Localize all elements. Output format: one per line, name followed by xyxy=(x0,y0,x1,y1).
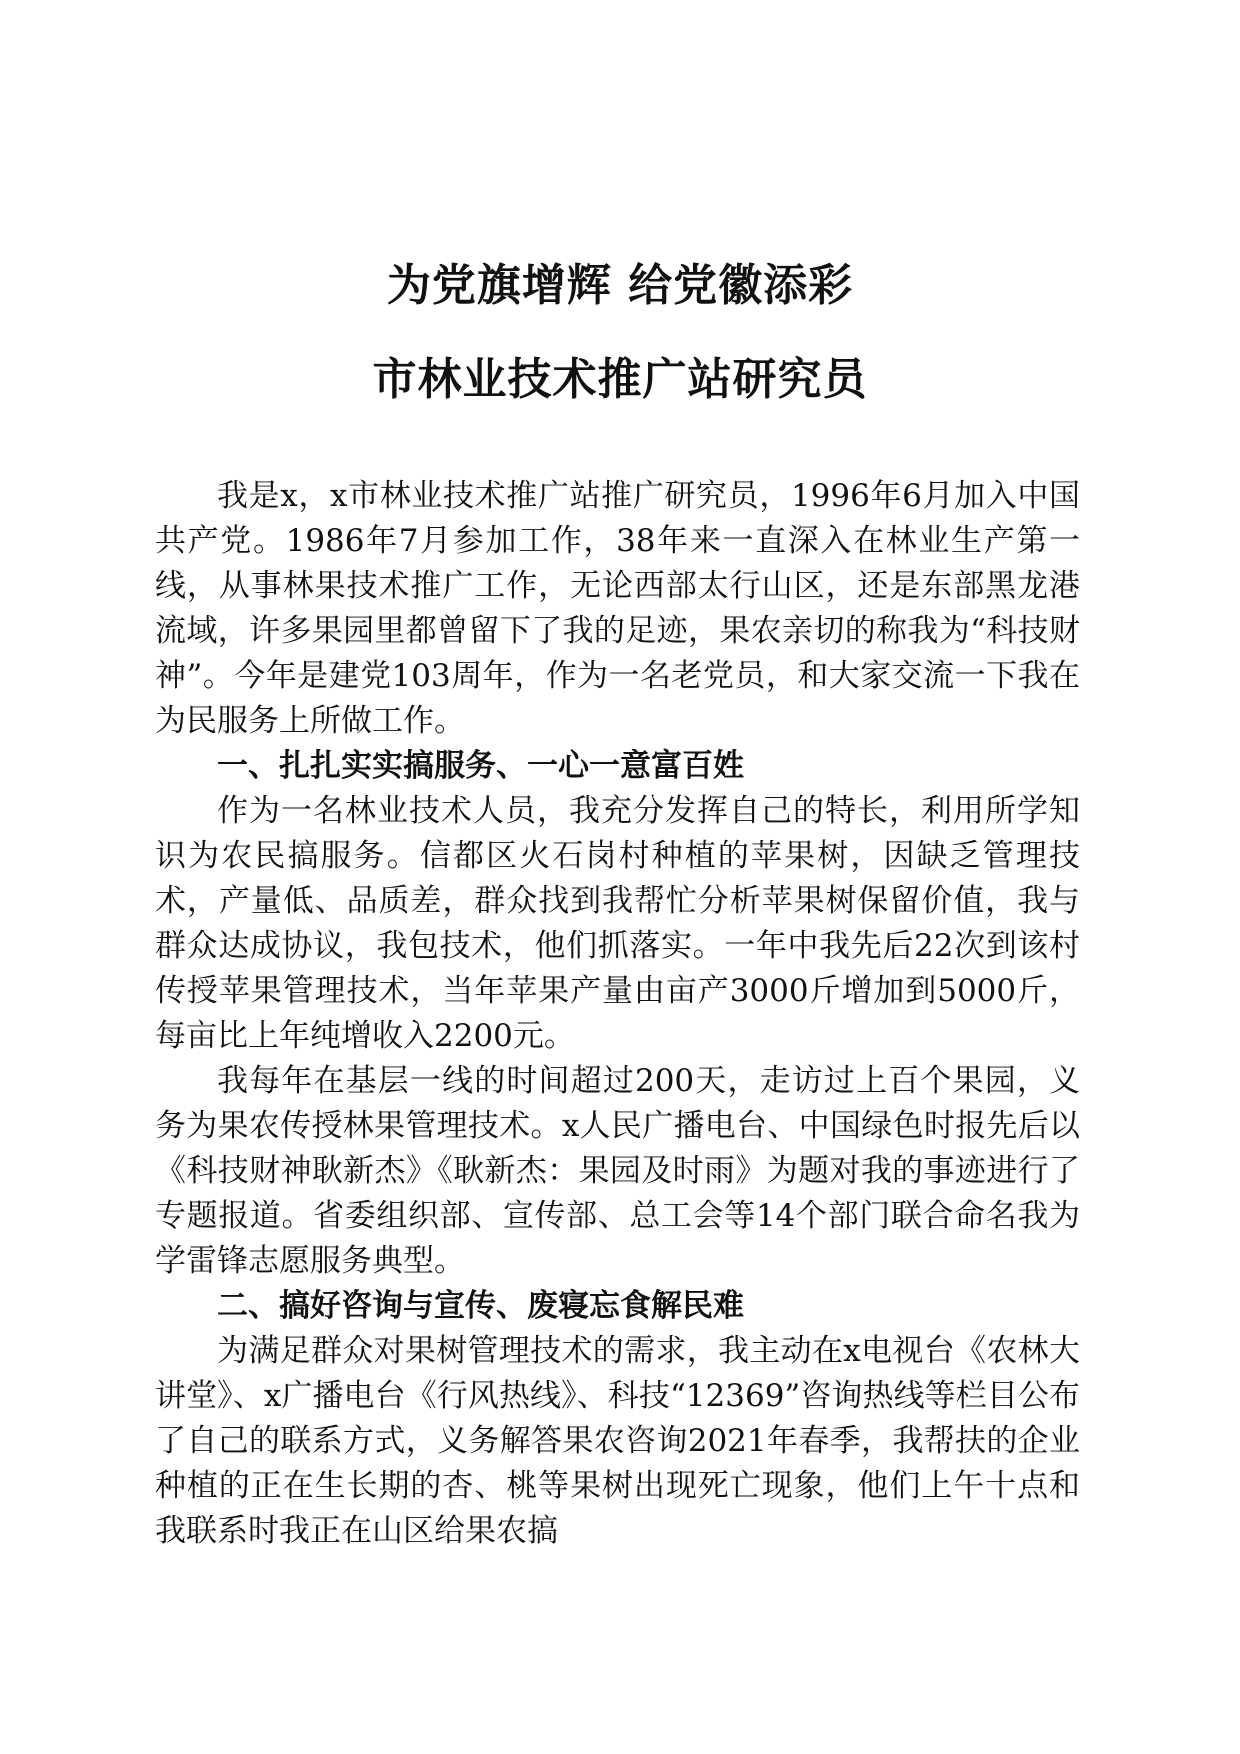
section-heading-1: 一、扎扎实实搞服务、一心一意富百姓 xyxy=(217,748,744,784)
section-heading-2: 二、搞好咨询与宣传、废寝忘食解民难 xyxy=(217,1288,744,1324)
paragraph-grassroots: 我每年在基层一线的时间超过200天，走访过上百个果园，义务为果农传授林果管理技术。x人民广播电台、中国绿色时报先后以《科技财神耿新杰》《耿新杰：果园及时雨》为题对我的事迹进行了专题报道。省委组织部、宣传部、总工会等14个部门联合命名我为学雷锋志愿服务典型。 xyxy=(155,1063,1080,1279)
document-title: 为党旗增辉 给党徽添彩 xyxy=(386,260,854,311)
paragraph-intro: 我是x，x市林业技术推广站推广研究员，1996年6月加入中国共产党。1986年7月参加工作，38年来一直深入在林业生产第一线，从事林果技术推广工作，无论西部太行山区，还是东部黑龙港流域，许多果园里都曾留下了我的足迹，果农亲切的称我为“科技财神”。今年是建党103周年，作为一名老党员，和大家交流一下我在为民服务上所做工作。 xyxy=(155,478,1080,739)
paragraph-service: 作为一名林业技术人员，我充分发挥自己的特长，利用所学知识为农民搞服务。信都区火石岗村种植的苹果树，因缺乏管理技术，产量低、品质差，群众找到我帮忙分析苹果树保留价值，我与群众达成协议，我包技术，他们抓落实。一年中我先后22次到该村传授苹果管理技术，当年苹果产量由亩产3000斤增加到5000斤，每亩比上年纯增收入2200元。 xyxy=(155,793,1080,1054)
paragraph-consulting: 为满足群众对果树管理技术的需求，我主动在x电视台《农林大讲堂》、x广播电台《行风热线》、科技“12369”咨询热线等栏目公布了自己的联系方式，义务解答果农咨询2021年春季，我帮扶的企业种植的正在生长期的杏、桃等果树出现死亡现象，他们上午十点和我联系时我正在山区给果农搞 xyxy=(155,1333,1080,1549)
document-subtitle: 市林业技术推广站研究员 xyxy=(372,354,868,405)
document-body xyxy=(155,474,1080,1554)
